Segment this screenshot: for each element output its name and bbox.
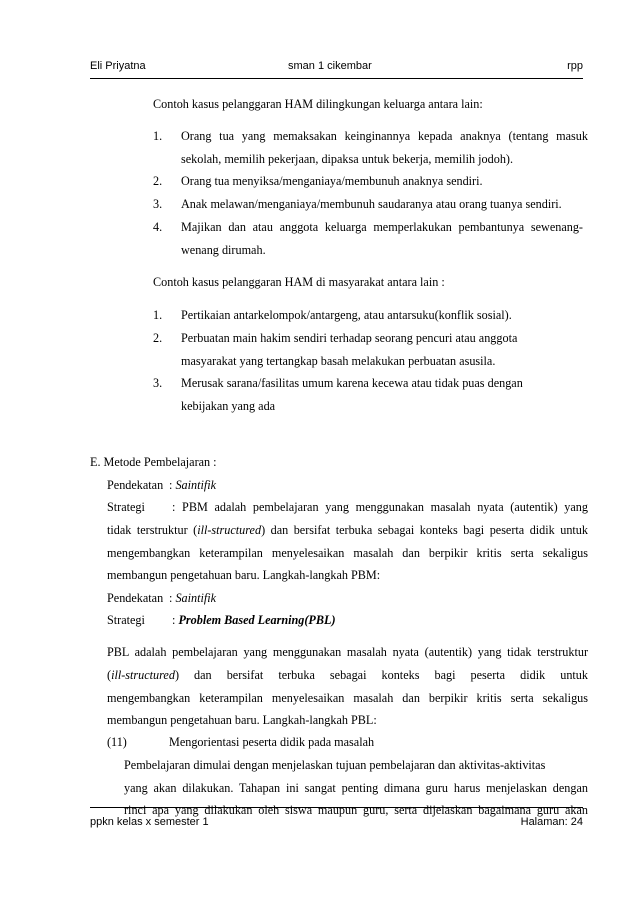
strategi-1-line-3: mengembangkan keterampilan menyelesaikan masalah dan berpikir kritis serta sekaligus [107, 546, 588, 560]
step-number: (11) [107, 735, 127, 749]
family-item-4-line-2: wenang dirumah. [181, 243, 266, 257]
step-line-3: rinci apa yang dilakukan oleh siswa maupun guru, serta dijelaskan bagaimana guru akan [124, 803, 588, 817]
family-item-3-line-1: Anak melawan/menganiaya/membunuh saudaranya atau orang tuanya sendiri. [181, 197, 562, 211]
pendekatan-1-label: Pendekatan [107, 478, 164, 492]
society-item-3-line-2: kebijakan yang ada [181, 399, 276, 413]
pbl-line-3: mengembangkan keterampilan menyelesaikan masalah dan berpikir kritis serta sekaligus [107, 691, 588, 705]
society-item-1-num: 1. [153, 308, 163, 322]
family-item-3-num: 3. [153, 197, 163, 211]
society-item-2-num: 2. [153, 331, 163, 345]
society-item-1-line-1: Pertikaian antarkelompok/antargeng, atau antarsuku(konflik sosial). [181, 308, 512, 322]
strategi-1-line-1: : PBM adalah pembelajaran yang menggunakan masalah nyata (autentik) yang [172, 500, 588, 514]
header-rule [90, 78, 583, 79]
page-footer [90, 816, 583, 832]
footer-rule [90, 807, 583, 808]
society-item-3-line-1: Merusak sarana/fasilitas umum karena kecewa atau tidak puas dengan [181, 376, 523, 390]
strategi-1-line-2: tidak terstruktur (ill-structured) dan bersifat terbuka sebagai konteks bagi peserta didik untuk [107, 523, 588, 537]
header-author: Eli Priyatna [90, 60, 146, 72]
society-item-2-line-1: Perbuatan main hakim sendiri terhadap seorang pencuri atau anggota [181, 331, 518, 345]
pendekatan-2-value: : Saintifik [169, 591, 217, 605]
step-line-1: Pembelajaran dimulai dengan menjelaskan tujuan pembelajaran dan aktivitas-aktivitas [124, 758, 546, 772]
family-item-1-line-1: Orang tua yang memaksakan keinginannya kepada anaknya (tentang masuk [181, 129, 588, 143]
family-item-1-line-2: sekolah, memilih pekerjaan, dipaksa untuk bekerja, memilih jodoh). [181, 152, 514, 166]
family-item-2-num: 2. [153, 174, 163, 188]
family-item-4-line-1: Majikan dan atau anggota keluarga memperlakukan pembantunya sewenang- [181, 220, 583, 234]
society-item-3-num: 3. [153, 376, 163, 390]
step-line-2: yang akan dilakukan. Tahapan ini sangat penting dimana guru harus menjelaskan dengan [124, 781, 588, 795]
page-header [90, 60, 583, 76]
pendekatan-2-label: Pendekatan [107, 591, 164, 605]
step-title: Mengorientasi peserta didik pada masalah [169, 735, 375, 749]
family-item-4-num: 4. [153, 220, 163, 234]
pbl-line-2: (ill-structured) dan bersifat terbuka sebagai konteks bagi peserta didik untuk [107, 668, 588, 682]
footer-subject: ppkn kelas x semester 1 [90, 816, 209, 828]
strategi-1-line-4: membangun pengetahuan baru. Langkah-langkah PBM: [107, 568, 381, 582]
header-doc-type: rpp [567, 60, 583, 72]
strategi-1-label: Strategi [107, 500, 145, 514]
society-intro: Contoh kasus pelanggaran HAM di masyarakat antara lain : [153, 275, 445, 289]
strategi-2-value: : Problem Based Learning(PBL) [172, 613, 336, 627]
header-school: sman 1 cikembar [288, 60, 372, 72]
family-intro: Contoh kasus pelanggaran HAM dilingkungan keluarga antara lain: [153, 97, 483, 111]
strategi-2-label: Strategi [107, 613, 145, 627]
family-item-1-num: 1. [153, 129, 163, 143]
section-e-heading: E. Metode Pembelajaran : [90, 455, 217, 469]
pbl-line-1: PBL adalah pembelajaran yang menggunakan masalah nyata (autentik) yang tidak terstruktur [107, 645, 588, 659]
footer-page-number: Halaman: 24 [520, 816, 583, 828]
pendekatan-1-value: : Saintifik [169, 478, 217, 492]
society-item-2-line-2: masyarakat yang tertangkap basah melakukan perbuatan asusila. [181, 354, 496, 368]
family-item-2-line-1: Orang tua menyiksa/menganiaya/membunuh anaknya sendiri. [181, 174, 483, 188]
pbl-line-4: membangun pengetahuan baru. Langkah-langkah PBL: [107, 713, 377, 727]
